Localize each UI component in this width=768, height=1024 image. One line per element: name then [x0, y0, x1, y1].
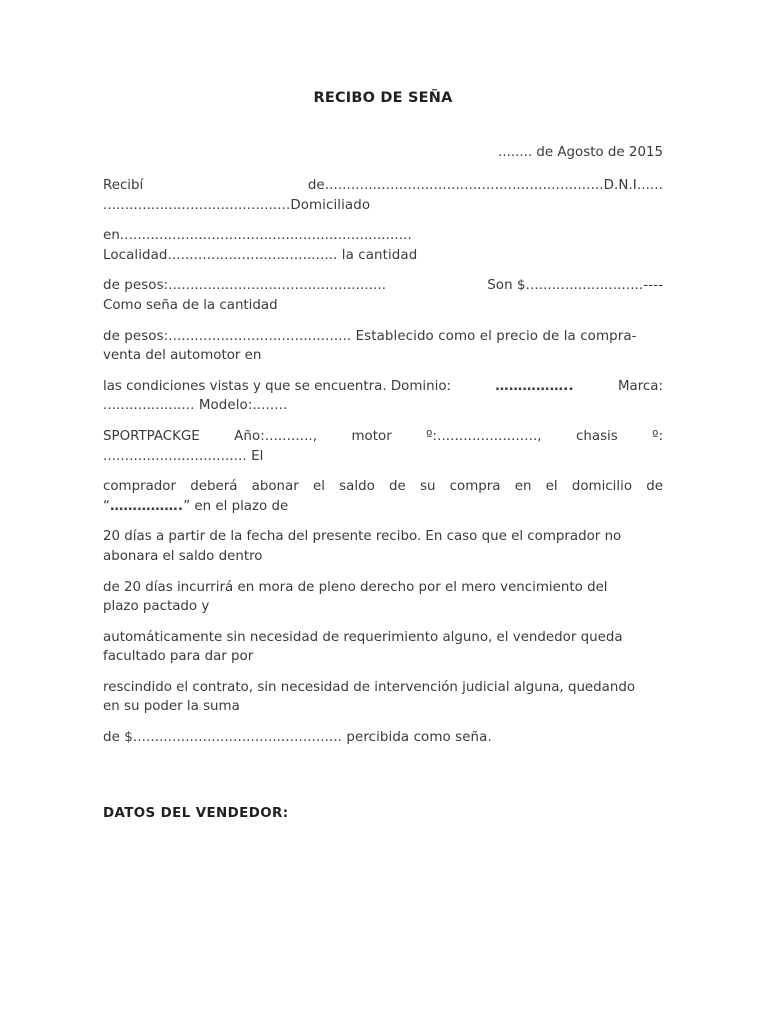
paragraph-monto-sena: [103, 265, 663, 315]
rescision-line1: rescindido el contrato, sin necesidad de intervención judicial alguna, quedando: [103, 679, 636, 695]
rescision-line2: en su poder la suma: [103, 699, 240, 715]
section-heading-datos-vendedor: DATOS DEL VENDEDOR:: [103, 805, 289, 821]
facultado-line1: automáticamente sin necesidad de requerimiento alguno, el vendedor queda: [103, 629, 623, 645]
paragraph-precio-compraventa: [103, 316, 663, 366]
monto-sena-flow: [103, 276, 663, 296]
plazo-20-dias-line1: 20 días a partir de la fecha del presente recibo. En caso que el comprador no: [103, 529, 622, 545]
paragraph-facultado: [103, 617, 663, 667]
paragraph-plazo-20-dias: [103, 516, 663, 566]
plazo-intro-text: en el plazo de: [190, 498, 289, 514]
comprador-domicilio-line1: comprador deberá abonar el saldo de su compra en el domicilio de: [103, 479, 663, 495]
domicilio-blank-wrapper: [103, 499, 288, 514]
document-body: [103, 0, 663, 1024]
mora-line2: plazo pactado y: [103, 599, 210, 615]
recibi-domiciliado-blank: ...........................................Domiciliado: [103, 197, 371, 213]
chasis-numero-label: º:: [652, 428, 663, 444]
paragraph-recibi-flow: [103, 176, 663, 196]
monto-sena-son-blank: Son $...........................----: [487, 278, 663, 294]
marca-label: Marca:: [617, 378, 663, 394]
paragraph-comprador-domicilio: [103, 466, 663, 516]
precio-compraventa-line1: de pesos:.......................................... Establecido como el precio de la compra-: [103, 328, 637, 344]
paragraph-percibida: [103, 717, 663, 748]
domicilio-blank: …………….: [109, 498, 184, 514]
chasis-label: chasis: [576, 428, 618, 444]
paragraph-localidad: [103, 215, 663, 265]
quote-open: “: [103, 498, 110, 514]
paragraph-sportpackge: [103, 416, 663, 466]
paragraph-rescision: [103, 667, 663, 717]
quote-close: ”: [183, 498, 191, 514]
page-title: RECIBO DE SEÑA: [313, 90, 453, 106]
paragraph-recibi: [103, 162, 663, 215]
dominio-marca-flow: [103, 377, 663, 397]
recibi-de-blank: de................................................................D.N.I......: [307, 178, 663, 193]
recibi-label: Recibí: [103, 178, 144, 193]
sportpackge-label: SPORTPACKGE: [103, 428, 200, 444]
paragraph-dominio-marca: [103, 366, 663, 416]
localidad-en-blank: en...................................................................: [103, 228, 412, 244]
facultado-line2: facultado para dar por: [103, 649, 254, 665]
localidad-blank: Localidad....................................... la cantidad: [103, 247, 418, 263]
chasis-numero-blank: ................................. El: [103, 448, 264, 464]
marca-modelo-blank: ..................... Modelo:........: [103, 398, 288, 414]
anio-blank: Año:...........,: [234, 428, 318, 444]
motor-numero-blank: º:.......................,: [426, 428, 542, 444]
monto-sena-caption: Como seña de la cantidad: [103, 297, 278, 313]
paragraph-mora: [103, 567, 663, 617]
motor-label: motor: [351, 428, 392, 444]
date-line: ........ de Agosto de 2015: [498, 145, 663, 160]
dominio-blank: ……………..: [495, 378, 574, 394]
plazo-20-dias-line2: abonara el saldo dentro: [103, 548, 263, 564]
monto-sena-pesos-blank: de pesos:..................................................: [103, 278, 387, 294]
sportpackge-flow: [103, 427, 663, 447]
page-trailing-space: [103, 821, 663, 1024]
precio-compraventa-line2: venta del automotor en: [103, 348, 262, 364]
condiciones-vistas-text: las condiciones vistas y que se encuentra. Dominio:: [103, 378, 452, 394]
percibida-blank: de $................................................ percibida como seña.: [103, 730, 492, 746]
mora-line1: de 20 días incurrirá en mora de pleno derecho por el mero vencimiento del: [103, 579, 608, 595]
